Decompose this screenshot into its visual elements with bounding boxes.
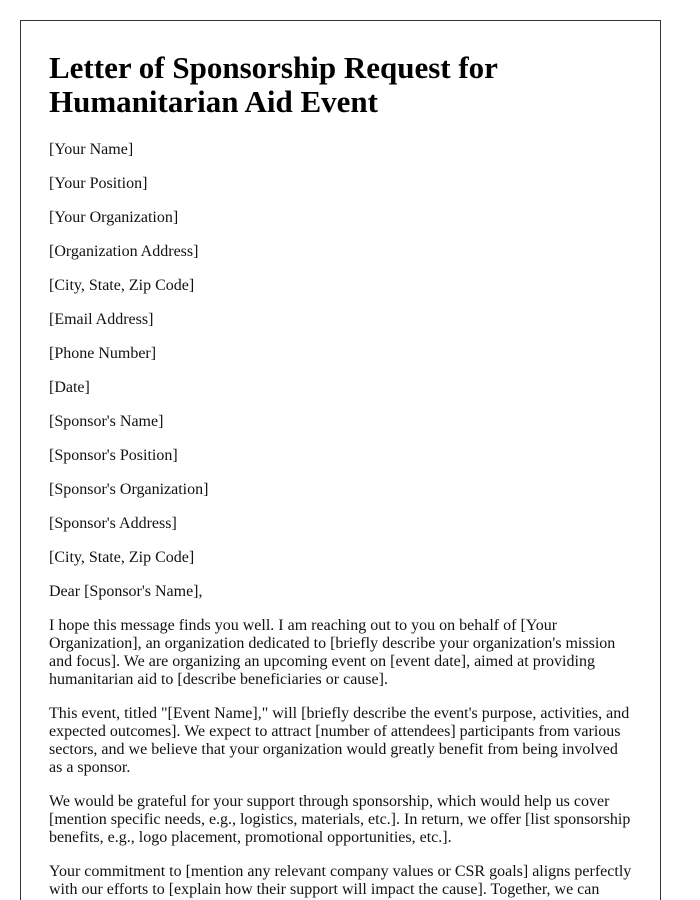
recipient-name: [Sponsor's Name] <box>49 413 164 430</box>
letter-date: [Date] <box>49 379 90 396</box>
recipient-city-state-zip: [City, State, Zip Code] <box>49 549 195 566</box>
letter-title: Letter of Sponsorship Request for Humanitarian Aid Event <box>49 50 498 119</box>
body-paragraph: Your commitment to [mention any relevant company values or CSR goals] aligns perfectly with our efforts to [explain how their support will impact the cause]. Together, we can <box>49 863 632 898</box>
sender-address: [Organization Address] <box>49 243 199 260</box>
body-paragraph: We would be grateful for your support through sponsorship, which would help us cover [mention specific needs, e.g., logistics, materials, etc.]. In return, we offer [list sponsorship benefits, e.g., logo placement, promotional opportunities, etc.]. <box>49 793 631 846</box>
salutation: Dear [Sponsor's Name], <box>49 583 203 600</box>
sender-city-state-zip: [City, State, Zip Code] <box>49 277 195 294</box>
letter-container <box>20 20 661 900</box>
sender-name: [Your Name] <box>49 141 134 158</box>
body-paragraph: This event, titled "[Event Name]," will [briefly describe the event's purpose, activities, and expected outcomes]. We expect to attract [number of attendees] participants from various sectors, and we believe that your organization would greatly benefit from being involved as a sponsor. <box>49 705 630 776</box>
sender-email: [Email Address] <box>49 311 154 328</box>
sender-phone: [Phone Number] <box>49 345 157 362</box>
recipient-organization: [Sponsor's Organization] <box>49 481 209 498</box>
sender-position: [Your Position] <box>49 175 148 192</box>
body-paragraph: I hope this message finds you well. I am reaching out to you on behalf of [Your Organization], an organization dedicated to [briefly describe your organization's mission and focus]. We are organizing an upcoming event on [event date], aimed at providing humanitarian aid to [describe beneficiaries or cause]. <box>49 617 616 688</box>
recipient-address: [Sponsor's Address] <box>49 515 177 532</box>
recipient-position: [Sponsor's Position] <box>49 447 178 464</box>
sender-organization: [Your Organization] <box>49 209 179 226</box>
